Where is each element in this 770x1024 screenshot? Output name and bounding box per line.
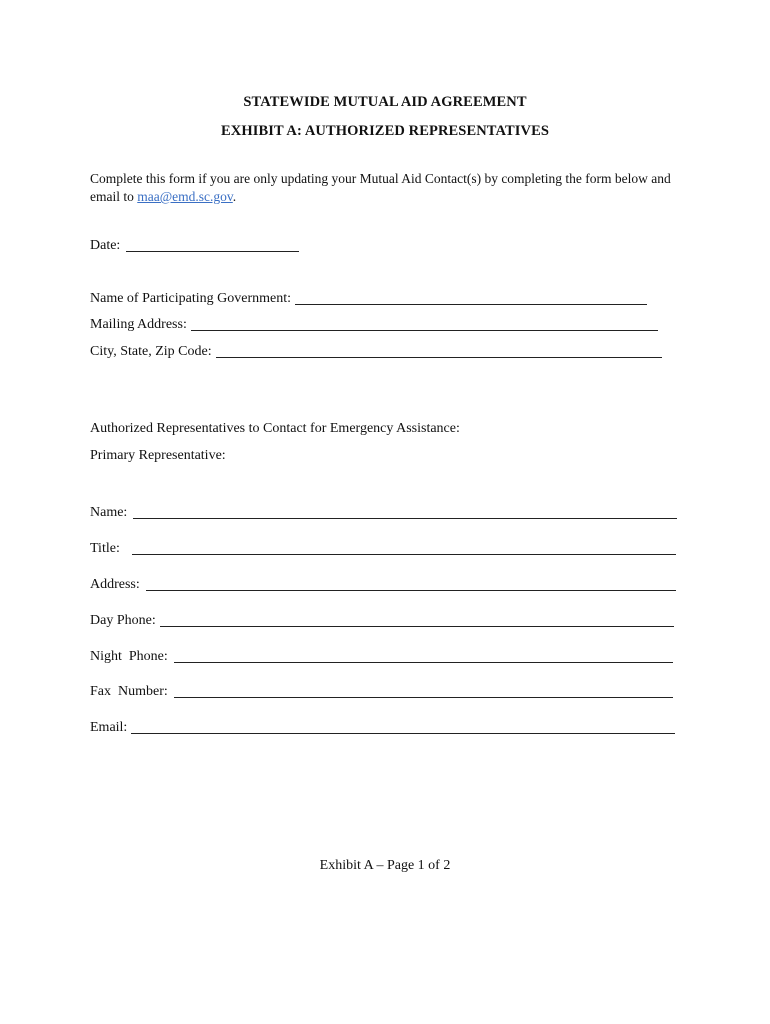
city-row [90, 340, 662, 360]
date-label: Date: [90, 238, 121, 253]
rep-day-phone-label: Day Phone: [90, 613, 156, 628]
rep-name-field[interactable] [133, 504, 677, 519]
rep-day-phone-field[interactable] [160, 612, 674, 627]
rep-night-phone-row [90, 645, 673, 665]
rep-address-field[interactable] [146, 576, 676, 591]
mailing-field[interactable] [191, 316, 658, 331]
document-subtitle: EXHIBIT A: AUTHORIZED REPRESENTATIVES [220, 123, 550, 139]
intro-text-end: . [232, 189, 237, 204]
rep-fax-label: Fax Number: [90, 684, 168, 699]
rep-night-phone-field[interactable] [174, 648, 673, 663]
rep-night-phone-label: Night Phone: [90, 649, 168, 664]
document-title: STATEWIDE MUTUAL AID AGREEMENT [243, 94, 527, 110]
rep-email-field[interactable] [131, 719, 675, 734]
rep-fax-field[interactable] [174, 683, 673, 698]
rep-title-row [90, 537, 676, 557]
rep-fax-row [90, 680, 673, 700]
rep-email-row [90, 716, 675, 736]
primary-heading: Primary Representative: [90, 448, 226, 463]
email-link[interactable]: maa@emd.sc.gov [137, 189, 233, 204]
government-label: Name of Participating Government: [90, 291, 291, 306]
rep-address-row [90, 573, 676, 593]
city-field[interactable] [216, 343, 662, 358]
rep-name-row [90, 501, 677, 521]
mailing-row [90, 313, 658, 333]
rep-title-field[interactable] [132, 540, 676, 555]
rep-day-phone-row [90, 609, 674, 629]
rep-email-label: Email: [90, 720, 128, 735]
contacts-heading: Authorized Representatives to Contact for Emergency Assistance: [90, 421, 460, 436]
date-row [90, 234, 299, 254]
rep-title-label: Title: [90, 541, 120, 556]
city-label: City, State, Zip Code: [90, 344, 212, 359]
date-field[interactable] [126, 237, 299, 252]
government-row [90, 287, 647, 307]
mailing-label: Mailing Address: [90, 317, 187, 332]
intro-text: Complete this form if you are only updating your Mutual Aid Contact(s) by completing the form below and email to [90, 171, 671, 204]
rep-address-label: Address: [90, 577, 140, 592]
rep-name-label: Name: [90, 505, 128, 520]
intro-paragraph [90, 170, 690, 206]
government-field[interactable] [295, 290, 647, 305]
page-number-footer: Exhibit A – Page 1 of 2 [319, 858, 451, 873]
